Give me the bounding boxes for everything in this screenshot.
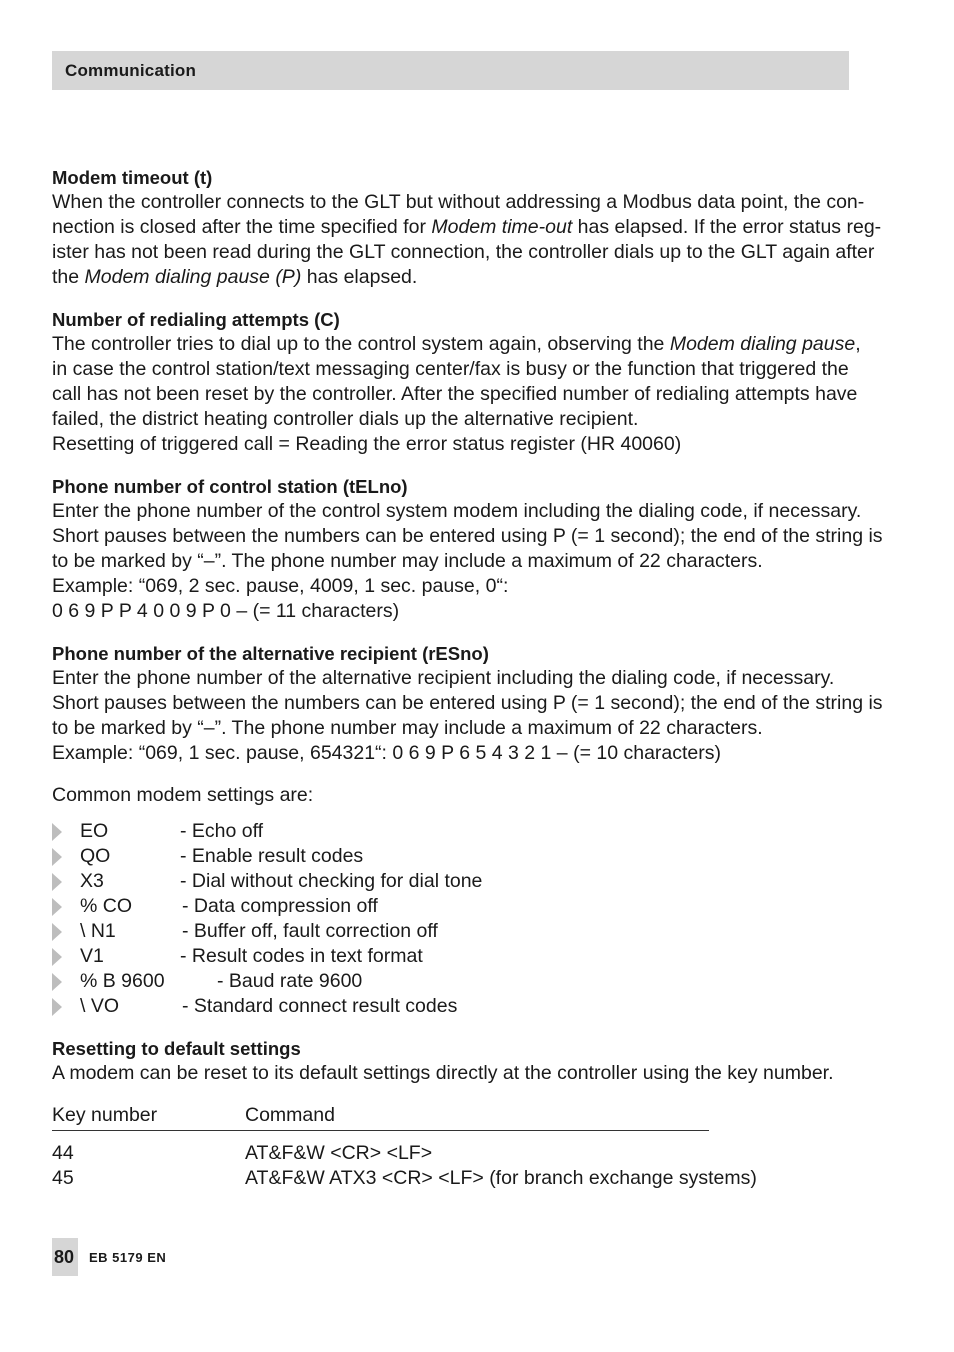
text-line: Enter the phone number of the control system modem including the dialing code, if necessary. — [52, 500, 862, 522]
table-row — [52, 1141, 852, 1166]
section-heading: Resetting to default settings — [52, 1038, 301, 1059]
text-line: Resetting of triggered call = Reading the error status register (HR 40060) — [52, 433, 682, 455]
list-item — [52, 969, 852, 994]
column-header-key-number: Key number — [52, 1104, 158, 1126]
text-line: Example: “069, 1 sec. pause, 654321“: 0 6 9 P 6 5 4 3 2 1 – (= 10 characters) — [52, 742, 722, 764]
paragraph — [52, 1061, 852, 1086]
setting-description: - Echo off — [180, 820, 264, 842]
text-line: to be marked by “–”. The phone number may include a maximum of 22 characters. — [52, 717, 763, 739]
setting-code: \ N1 — [80, 920, 116, 942]
text-run: the — [52, 266, 85, 288]
text-line: Short pauses between the numbers can be entered using P (= 1 second); the end of the string is — [52, 525, 883, 547]
setting-code: % CO — [80, 895, 133, 917]
page-number: 80 — [54, 1247, 75, 1267]
italic-term: Modem dialing pause — [669, 333, 856, 355]
setting-description: - Standard connect result codes — [182, 995, 458, 1017]
text-line — [52, 265, 852, 290]
text-line — [52, 215, 882, 240]
section-heading: Phone number of control station (tELno) — [52, 476, 408, 497]
text-run: has elapsed. If the error status reg- — [572, 216, 882, 238]
text-line: A modem can be reset to its default settings directly at the controller using the key number. — [52, 1062, 834, 1084]
text-line: failed, the district heating controller dials up the alternative recipient. — [52, 408, 639, 430]
setting-description: - Dial without checking for dial tone — [180, 870, 483, 892]
triangle-bullet-icon — [52, 848, 62, 866]
list-item — [52, 819, 852, 844]
section-title: Communication — [65, 61, 197, 80]
triangle-bullet-icon — [52, 973, 62, 991]
text-line: When the controller connects to the GLT but without addressing a Modbus data point, the con- — [52, 191, 865, 213]
text-run: has elapsed. — [301, 266, 418, 288]
text-line: in case the control station/text messaging center/fax is busy or the function that triggered the — [52, 358, 849, 380]
text-run: , — [855, 333, 861, 355]
text-run: The controller tries to dial up to the control system again, observing the — [52, 333, 670, 355]
section-heading: Phone number of the alternative recipient (rESno) — [52, 643, 489, 664]
setting-description: - Baud rate 9600 — [217, 970, 363, 992]
section-header-bar — [52, 51, 849, 90]
setting-code: % B 9600 — [80, 970, 165, 992]
page-number-box — [52, 1238, 78, 1276]
list-item — [52, 994, 852, 1019]
section-phone-control-station — [52, 474, 883, 624]
section-phone-alternative — [52, 641, 883, 766]
text-run: nection is closed after the time specified for — [52, 216, 432, 238]
key-number-cell: 45 — [52, 1167, 74, 1189]
setting-code: EO — [80, 820, 109, 842]
paragraph — [52, 332, 861, 457]
main-content — [52, 165, 883, 1191]
text-line: Short pauses between the numbers can be entered using P (= 1 second); the end of the string is — [52, 692, 883, 714]
setting-code: QO — [80, 845, 111, 867]
column-header-command: Command — [245, 1104, 335, 1126]
triangle-bullet-icon — [52, 898, 62, 916]
text-line — [52, 332, 861, 357]
command-cell: AT&F&W <CR> <LF> — [245, 1142, 433, 1164]
setting-description: - Buffer off, fault correction off — [182, 920, 438, 942]
table-header — [52, 1103, 709, 1131]
table-body — [52, 1131, 852, 1191]
section-modem-timeout — [52, 165, 882, 290]
text-line: call has not been reset by the controller. After the specified number of redialing attempts have — [52, 383, 858, 405]
triangle-bullet-icon — [52, 948, 62, 966]
text-line: Example: “069, 2 sec. pause, 4009, 1 sec. pause, 0“: — [52, 575, 509, 597]
section-redialing — [52, 307, 861, 457]
setting-description: - Data compression off — [182, 895, 378, 917]
setting-code: \ VO — [80, 995, 120, 1017]
triangle-bullet-icon — [52, 823, 62, 841]
command-cell: AT&F&W ATX3 <CR> <LF> (for branch exchange systems) — [245, 1167, 757, 1189]
table-row — [52, 1166, 852, 1191]
setting-code: X3 — [80, 870, 104, 892]
modem-settings-list — [52, 819, 852, 1019]
section-heading: Modem timeout (t) — [52, 167, 213, 188]
triangle-bullet-icon — [52, 923, 62, 941]
list-item — [52, 944, 852, 969]
setting-description: - Enable result codes — [180, 845, 364, 867]
list-item — [52, 869, 852, 894]
section-reset-defaults — [52, 1036, 852, 1086]
paragraph — [52, 666, 883, 766]
key-command-table — [52, 1103, 852, 1191]
key-number-cell: 44 — [52, 1142, 74, 1164]
triangle-bullet-icon — [52, 873, 62, 891]
list-item — [52, 919, 852, 944]
text-line: Enter the phone number of the alternative recipient including the dialing code, if necessary. — [52, 667, 835, 689]
italic-term: Modem dialing pause (P) — [84, 266, 302, 288]
setting-description: - Result codes in text format — [180, 945, 423, 967]
text-line: ister has not been read during the GLT connection, the controller dials up to the GLT again after — [52, 241, 875, 263]
section-heading: Number of redialing attempts (C) — [52, 309, 340, 330]
italic-term: Modem time-out — [431, 216, 573, 238]
setting-code: V1 — [80, 945, 104, 967]
triangle-bullet-icon — [52, 998, 62, 1016]
list-item — [52, 894, 852, 919]
document-id: EB 5179 EN — [89, 1250, 167, 1265]
paragraph — [52, 190, 882, 290]
text-line: to be marked by “–”. The phone number may include a maximum of 22 characters. — [52, 550, 763, 572]
settings-intro: Common modem settings are: — [52, 784, 314, 806]
list-item — [52, 844, 852, 869]
text-line: 0 6 9 P P 4 0 0 9 P 0 – (= 11 characters) — [52, 600, 400, 622]
paragraph — [52, 499, 883, 624]
